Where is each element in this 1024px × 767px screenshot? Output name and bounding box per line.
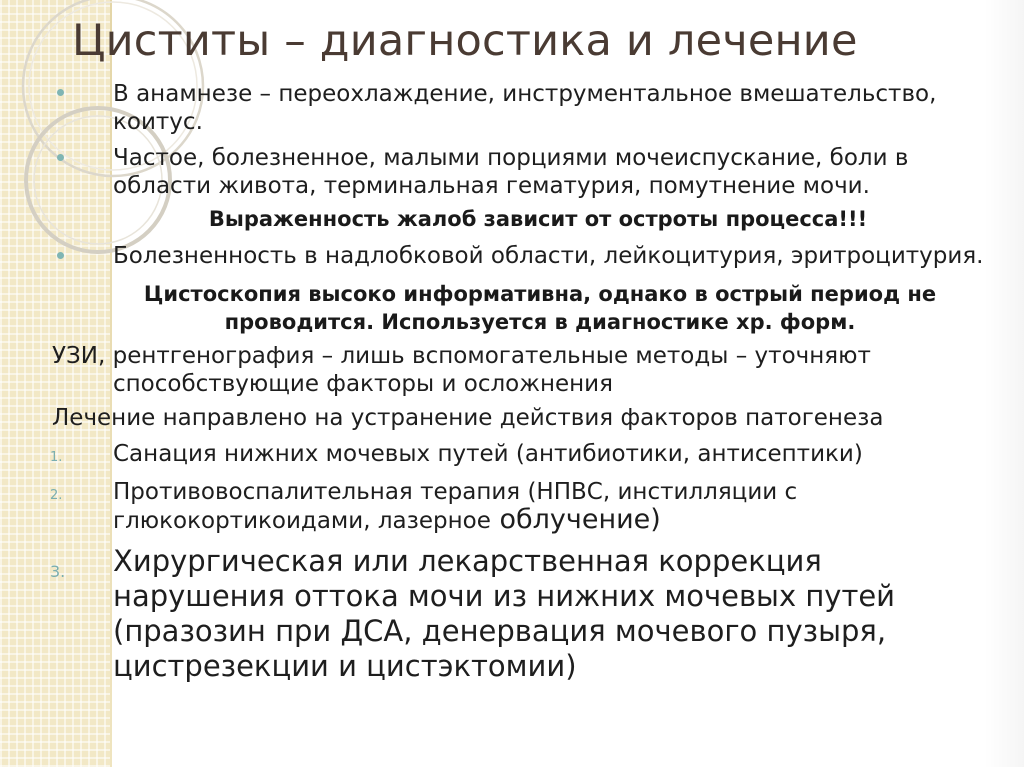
numbered-text-2-main: Противовоспалительная терапия (НПВС, инстилляции с глюкокортикоидами, лазерное: [113, 479, 798, 534]
paragraph-ultrasound: УЗИ, рентгенография – лишь вспомогательные методы – уточняют способствующие факторы и осложнения: [52, 343, 871, 397]
bullet-marker-1: [57, 89, 64, 96]
bullet-text-3: Болезненность в надлобковой области, лейкоцитурия, эритроцитурия.: [113, 243, 984, 269]
number-marker-1: 1.: [50, 450, 63, 465]
paragraph-treatment: Лечение направлено на устранение действия факторов патогенеза: [52, 405, 884, 431]
bullet-text-2: Частое, болезненное, малыми порциями мочеиспускание, боли в области живота, терминальная гематурия, помутнение мочи.: [113, 145, 909, 199]
numbered-text-2: [113, 478, 833, 535]
emphasis-line-1: Выраженность жалоб зависит от остроты процесса!!!: [208, 207, 868, 231]
numbered-text-1: Санация нижних мочевых путей (антибиотики, антисептики): [113, 441, 863, 467]
numbered-text-2-tail: облучение): [490, 504, 661, 535]
number-marker-2: 2.: [50, 488, 63, 503]
bullet-text-1: В анамнезе – переохлаждение, инструментальное вмешательство, коитус.: [113, 81, 937, 135]
bullet-marker-2: [57, 154, 64, 161]
numbered-text-3: Хирургическая или лекарственная коррекция нарушения оттока мочи из нижних мочевых путей (празозин при ДСА, денервация мочевого пузыря, цистрезекции и цистэктомии): [113, 544, 896, 683]
number-marker-3: 3.: [50, 562, 66, 581]
bullet-marker-3: [57, 252, 64, 259]
emphasis-line-2: Цистоскопия высоко информативна, однако в острый период не проводится. Используется в диагностике хр. форм.: [143, 282, 937, 334]
slide-title: Циститы – диагностика и лечение: [72, 16, 858, 66]
